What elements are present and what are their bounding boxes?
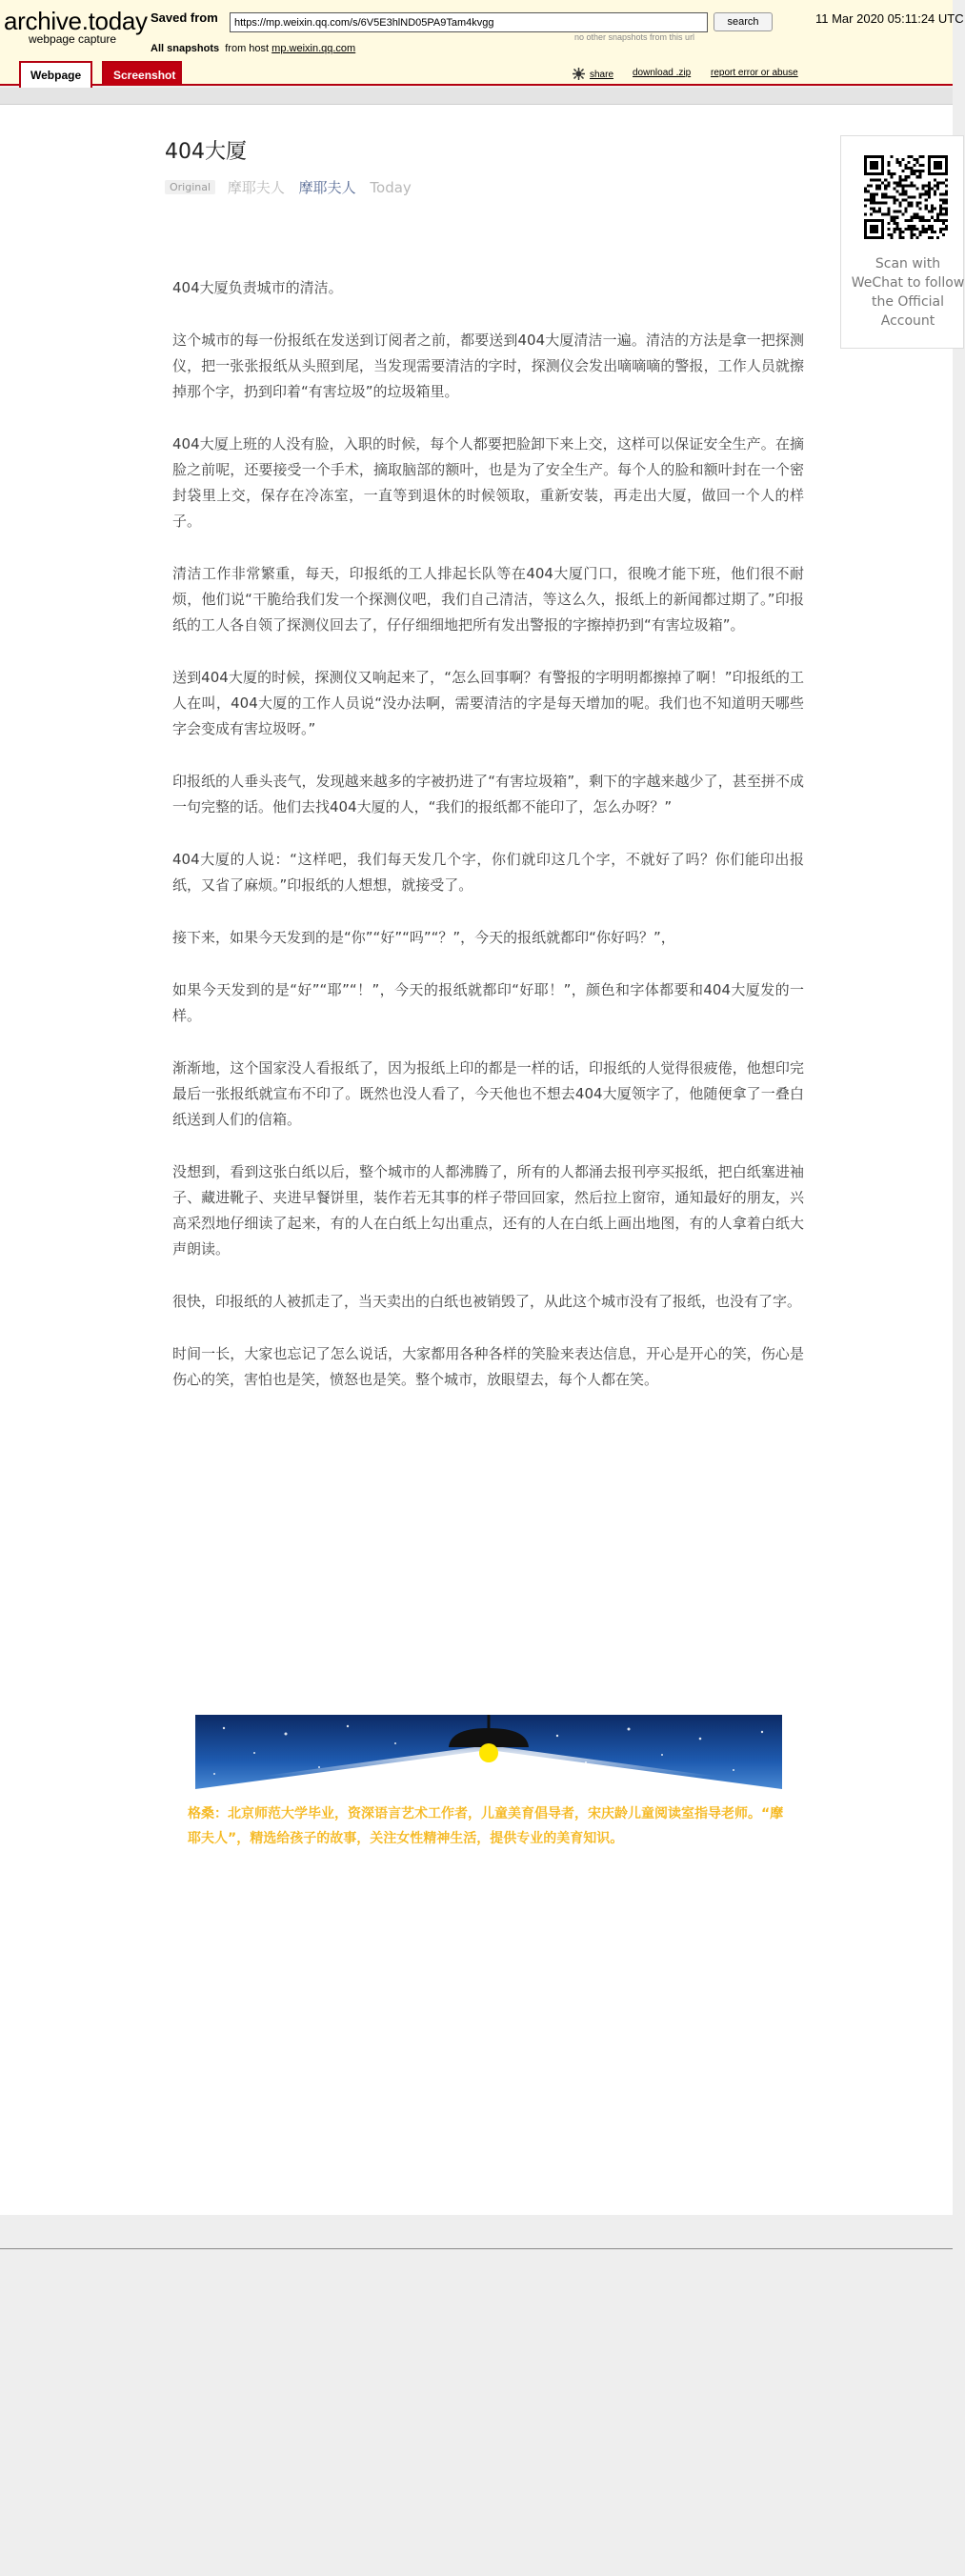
qr-code-icon: [864, 155, 948, 239]
article-paragraph: 很快，印报纸的人被抓走了，当天卖出的白纸也被销毁了，从此这个城市没有了报纸，也没有了字。: [172, 1293, 802, 1310]
article-paragraph: 没想到，看到这张白纸以后，整个城市的人都沸腾了，所有的人都涌去报刊亭买报纸，把白纸塞进袖子、藏进靴子、夹进早餐饼里，装作若无其事的样子带回回家，然后拉上窗帘，通知最好的朋友，兴高采烈地仔细读了起来，有的人在白纸上勾出重点，还有的人在白纸上画出地图，有的人拿着白纸大声朗读。: [172, 1163, 804, 1258]
share-icon: [572, 68, 586, 80]
captured-webpage: [0, 105, 965, 2215]
article-paragraph: 渐渐地，这个国家没人看报纸了，因为报纸上印的都是一样的话，印报纸的人觉得很疲倦，他想印完最后一张报纸就宣布不印了。既然也没人看了，今天他也不想去404大厦领字了，他随便拿了一叠白纸送到人们的信箱。: [172, 1059, 804, 1128]
search-button[interactable]: search: [714, 12, 773, 31]
article-meta: [165, 177, 412, 197]
archive-logo-subtitle: webpage capture: [29, 32, 117, 46]
article-paragraph: 印报纸的人垂头丧气，发现越来越多的字被扔进了“有害垃圾箱”，剩下的字越来越少了，甚至拼不成一句完整的话。他们去找404大厦的人，“我们的报纸都不能印了，怎么办呀？”: [172, 773, 804, 815]
url-input[interactable]: [230, 12, 708, 32]
host-link[interactable]: mp.weixin.qq.com: [271, 43, 356, 54]
article-paragraph: 这个城市的每一份报纸在发送到订阅者之前，都要送到404大厦清洁一遍。清洁的方法是拿一把探测仪，把一张张报纸从头照到尾，当发现需要清洁的字时，探测仪会发出嘀嘀嘀的警报，工作人员就擦掉那个字，扔到印着“有害垃圾”的垃圾箱里。: [172, 332, 804, 400]
article-paragraph: 404大厦的人说：“这样吧，我们每天发几个字，你们就印这几个字，不就好了吗？你们能印出报纸，又省了麻烦。”印报纸的人想想，就接受了。: [172, 851, 804, 894]
author-bio: 格桑：北京师范大学毕业，资深语言艺术工作者，儿童美育倡导者，宋庆龄儿童阅读室指导老师。“摩耶夫人”，精选给孩子的故事，关注女性精神生活，提供专业的美育知识。: [188, 1806, 784, 1846]
header-divider-strip: [0, 88, 953, 105]
tab-webpage[interactable]: Webpage: [19, 61, 92, 88]
article-paragraph: 接下来，如果今天发到的是“你”“好”“吗”“？”，今天的报纸就都印“你好吗？”，: [172, 929, 675, 946]
archive-header: [0, 0, 964, 86]
article-paragraph: 清洁工作非常繁重，每天，印报纸的工人排起长队等在404大厦门口，很晚才能下班，他们很不耐烦，他们说“干脆给我们发一个探测仪吧，我们自己清洁，等这么久，报纸上的新闻都过期了。”印报纸的工人各自领了探测仪回去了，仔仔细细地把所有发出警报的字擦掉扔到“有害垃圾箱”。: [172, 565, 804, 634]
publish-date: Today: [370, 179, 412, 196]
article-paragraph: 如果今天发到的是“好”“耶”“！”，今天的报纸就都印“好耶！”，颜色和字体都要和404大厦发的一样。: [172, 981, 804, 1024]
article-title: 404大厦: [165, 140, 247, 164]
account-name-link[interactable]: 摩耶夫人: [298, 179, 356, 196]
all-snapshots-label: All snapshots: [151, 43, 220, 54]
qr-caption: Scan with WeChat to follow the Official Account: [851, 256, 965, 329]
article-paragraph: 404大厦上班的人没有脸，入职的时候，每个人都要把脸卸下来上交，这样可以保证安全生产。在摘脸之前呢，还要接受一个手术，摘取脑部的额叶，也是为了安全生产。每个人的脸和额叶封在一个密封袋里上交，保存在冷冻室，一直等到退休的时候领取，重新安装，再走出大厦，做回一个人的样子。: [172, 435, 804, 530]
report-error-link[interactable]: report error or abuse: [711, 68, 798, 78]
article-paragraph: 404大厦负责城市的清洁。: [172, 279, 343, 296]
all-snapshots-line: [151, 43, 355, 54]
share-label: share: [590, 70, 614, 80]
author-name: 摩耶夫人: [227, 179, 285, 196]
tab-screenshot[interactable]: Screenshot: [102, 61, 182, 86]
starry-lamp-banner: [195, 1715, 782, 1793]
share-link[interactable]: [572, 68, 613, 80]
article-paragraph: 时间一长，大家也忘记了怎么说话，大家都用各种各样的笑脸来表达信息，开心是开心的笑，伤心是伤心的笑，害怕也是笑，愤怒也是笑。整个城市，放眼望去，每个人都在笑。: [172, 1345, 804, 1388]
article-paragraph: 送到404大厦的时候，探测仪又响起来了，“怎么回事啊？有警报的字明明都擦掉了啊！”印报纸的工人在叫，404大厦的工作人员说“没办法啊，需要清洁的字是每天增加的呢。我们也不知道明天哪些字会变成有害垃圾呀。”: [172, 669, 804, 737]
qr-code-panel: [840, 135, 964, 349]
from-host-label: from host: [225, 43, 270, 54]
capture-date: 11 Mar 2020 05:11:24 UTC: [815, 11, 964, 26]
no-other-snapshots-text: no other snapshots from this url: [574, 32, 695, 42]
saved-from-label: Saved from: [151, 10, 218, 25]
archive-logo[interactable]: archive.today: [4, 7, 148, 35]
article-content: [172, 275, 804, 1419]
footer-divider: [0, 2248, 953, 2249]
original-badge: Original: [165, 180, 215, 194]
download-zip-link[interactable]: download .zip: [633, 68, 692, 78]
